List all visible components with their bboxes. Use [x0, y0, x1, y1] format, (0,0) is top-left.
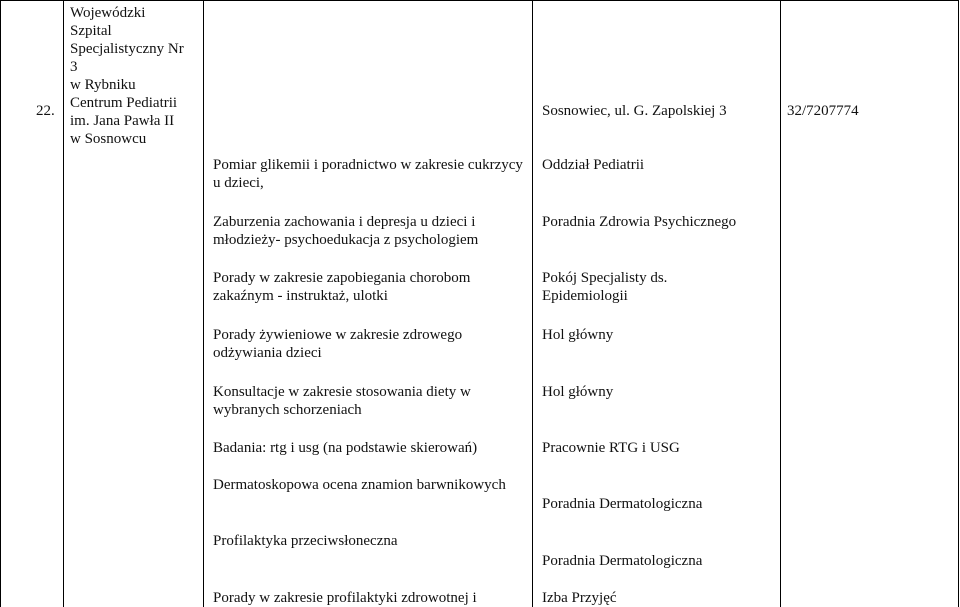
- service-location: Poradnia Dermatologiczna: [542, 496, 703, 512]
- service-location: Hol główny: [542, 327, 614, 343]
- service-description: Konsultacje w zakresie stosowania diety w wybranych schorzeniach: [213, 384, 471, 418]
- row-number: 22.: [36, 103, 55, 119]
- table-border-top: [0, 0, 959, 1]
- table-border-right: [958, 0, 959, 607]
- unit-name-line: 3: [70, 59, 78, 75]
- service-description: Zaburzenia zachowania i depresja u dzieci i młodzieży- psychoedukacja z psychologiem: [213, 214, 479, 248]
- unit-name-line: Szpital: [70, 23, 112, 39]
- unit-name: [70, 4, 210, 148]
- table-border-left: [0, 0, 1, 607]
- service-location: Pracownie RTG i USG: [542, 440, 680, 456]
- unit-name-line: w Sosnowcu: [70, 131, 147, 147]
- service-location: Hol główny: [542, 384, 614, 400]
- unit-name-line: im. Jana Pawła II: [70, 113, 175, 129]
- service-location: Oddział Pediatrii: [542, 157, 645, 173]
- service-description: Badania: rtg i usg (na podstawie skierowań): [213, 440, 478, 456]
- service-description: Porady żywieniowe w zakresie zdrowego odżywiania dzieci: [213, 327, 463, 361]
- phone-number: 32/7207774: [787, 103, 859, 119]
- service-location: Pokój Specjalisty ds. Epidemiologii: [542, 270, 668, 304]
- column-divider: [780, 0, 781, 607]
- address: Sosnowiec, ul. G. Zapolskiej 3: [542, 103, 727, 119]
- service-location: Izba Przyjęć: [542, 590, 617, 606]
- unit-name-line: w Rybniku: [70, 77, 136, 93]
- service-description: Porady w zakresie zapobiegania chorobom zakaźnym - instruktaż, ulotki: [213, 270, 471, 304]
- unit-name-line: Specjalistyczny Nr: [70, 41, 184, 57]
- service-description: Pomiar glikemii i poradnictwo w zakresie cukrzycy u dzieci,: [213, 157, 523, 191]
- column-divider: [63, 0, 64, 607]
- service-location: Poradnia Dermatologiczna: [542, 553, 703, 569]
- unit-name-line: Wojewódzki: [70, 5, 146, 21]
- service-description: Dermatoskopowa ocena znamion barwnikowych: [213, 477, 506, 493]
- unit-name-line: Centrum Pediatrii: [70, 95, 178, 111]
- service-description: Porady w zakresie profilaktyki zdrowotnej i: [213, 590, 477, 606]
- column-divider: [532, 0, 533, 607]
- service-location: Poradnia Zdrowia Psychicznego: [542, 214, 737, 230]
- service-description: Profilaktyka przeciwsłoneczna: [213, 533, 398, 549]
